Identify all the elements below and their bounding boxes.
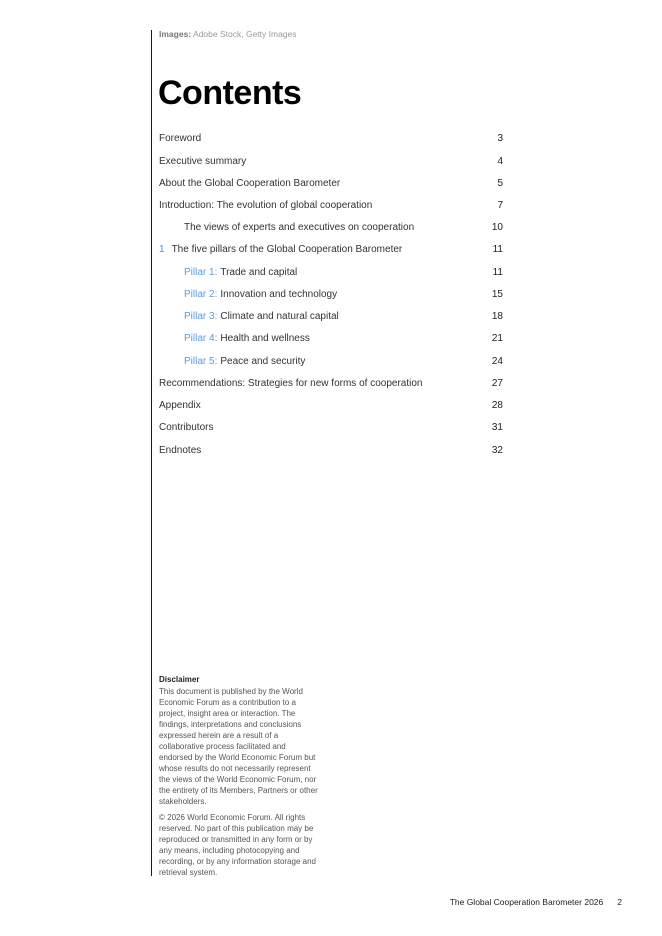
toc-page-number: 15: [491, 289, 503, 300]
pillar-prefix: Pillar 4:: [184, 333, 218, 344]
pillar-prefix: Pillar 1:: [184, 267, 218, 278]
toc-page-number: 4: [497, 156, 503, 167]
toc-page-number: 10: [491, 222, 503, 233]
toc-label: Health and wellness: [220, 333, 310, 344]
toc-label: The views of experts and executives on cooperation: [184, 222, 415, 233]
toc-entry-pillar-5[interactable]: [159, 355, 503, 369]
toc-label: Peace and security: [220, 356, 306, 367]
toc-entry-pillar-1[interactable]: [159, 266, 503, 280]
toc-page-number: 32: [491, 445, 503, 456]
toc-page-number: 24: [491, 356, 503, 367]
toc-label: Trade and capital: [220, 267, 298, 278]
toc-page-number: 5: [497, 178, 503, 189]
toc-page-number: 21: [491, 333, 503, 344]
toc-page-number: 27: [491, 378, 503, 389]
footer-page-number: 2: [617, 897, 622, 907]
toc-label: Climate and natural capital: [220, 311, 339, 322]
toc-label: Innovation and technology: [220, 289, 338, 300]
toc-entry-contributors[interactable]: [159, 421, 503, 435]
toc-page-number: 18: [491, 311, 503, 322]
toc-label: Appendix: [159, 400, 201, 411]
toc-page-number: 3: [497, 133, 503, 144]
toc-label: Executive summary: [159, 156, 247, 167]
toc-label: Foreword: [159, 133, 202, 144]
toc-page-number: 31: [491, 422, 503, 433]
toc-page-number: 11: [492, 244, 503, 255]
page-title: Contents: [158, 74, 302, 112]
toc-page-number: 7: [497, 200, 503, 211]
image-credits: [159, 29, 297, 39]
toc-entry-about[interactable]: [159, 177, 503, 191]
footer-title: The Global Cooperation Barometer 2026: [449, 897, 604, 907]
toc-label: The five pillars of the Global Cooperation Barometer: [171, 244, 403, 255]
pillar-prefix: Pillar 2:: [184, 289, 218, 300]
toc-label: Recommendations: Strategies for new forms of cooperation: [159, 378, 423, 389]
toc-entry-pillar-2[interactable]: [159, 288, 503, 302]
toc-entry-endnotes[interactable]: [159, 444, 503, 458]
page-footer: [450, 897, 622, 907]
toc-entry-appendix[interactable]: [159, 399, 503, 413]
copyright-notice: © 2026 World Economic Forum. All rights reserved. No part of this publication may be reproduced or transmitted in any form or by any means, including photocopying and recording, or by any information storage and retrieval system.: [159, 813, 316, 877]
toc-label: Contributors: [159, 422, 214, 433]
pillar-prefix: Pillar 5:: [184, 356, 218, 367]
toc-entry-recommendations[interactable]: [159, 377, 503, 391]
disclaimer: [159, 674, 319, 883]
disclaimer-heading: Disclaimer: [159, 675, 200, 684]
toc-entry-views[interactable]: [159, 221, 503, 235]
toc-label: Endnotes: [159, 445, 202, 456]
credits-text: Adobe Stock, Getty Images: [193, 29, 297, 39]
toc-entry-executive-summary[interactable]: [159, 155, 503, 169]
toc-page-number: 28: [491, 400, 503, 411]
chapter-number: 1: [159, 244, 165, 255]
toc-entry-foreword[interactable]: [159, 132, 503, 146]
pillar-prefix: Pillar 3:: [184, 311, 218, 322]
credits-label: Images:: [159, 29, 192, 39]
vertical-rule: [151, 30, 152, 876]
toc-entry-five-pillars[interactable]: [159, 243, 503, 257]
toc-entry-pillar-3[interactable]: [159, 310, 503, 324]
toc-entry-pillar-4[interactable]: [159, 332, 503, 346]
disclaimer-body: This document is published by the World Economic Forum as a contribution to a project, insight area or interaction. The findings, interpretations and conclusions expressed herein are a result of a collaborative process facilitated and endorsed by the World Economic Forum but whose results do not necessarily represent the views of the World Economic Forum, nor the entirety of its Members, Partners or other stakeholders.: [159, 687, 318, 806]
toc-label: About the Global Cooperation Barometer: [159, 178, 341, 189]
toc-entry-introduction[interactable]: [159, 199, 503, 213]
toc-label: Introduction: The evolution of global cooperation: [159, 200, 373, 211]
toc-page-number: 11: [492, 267, 503, 278]
